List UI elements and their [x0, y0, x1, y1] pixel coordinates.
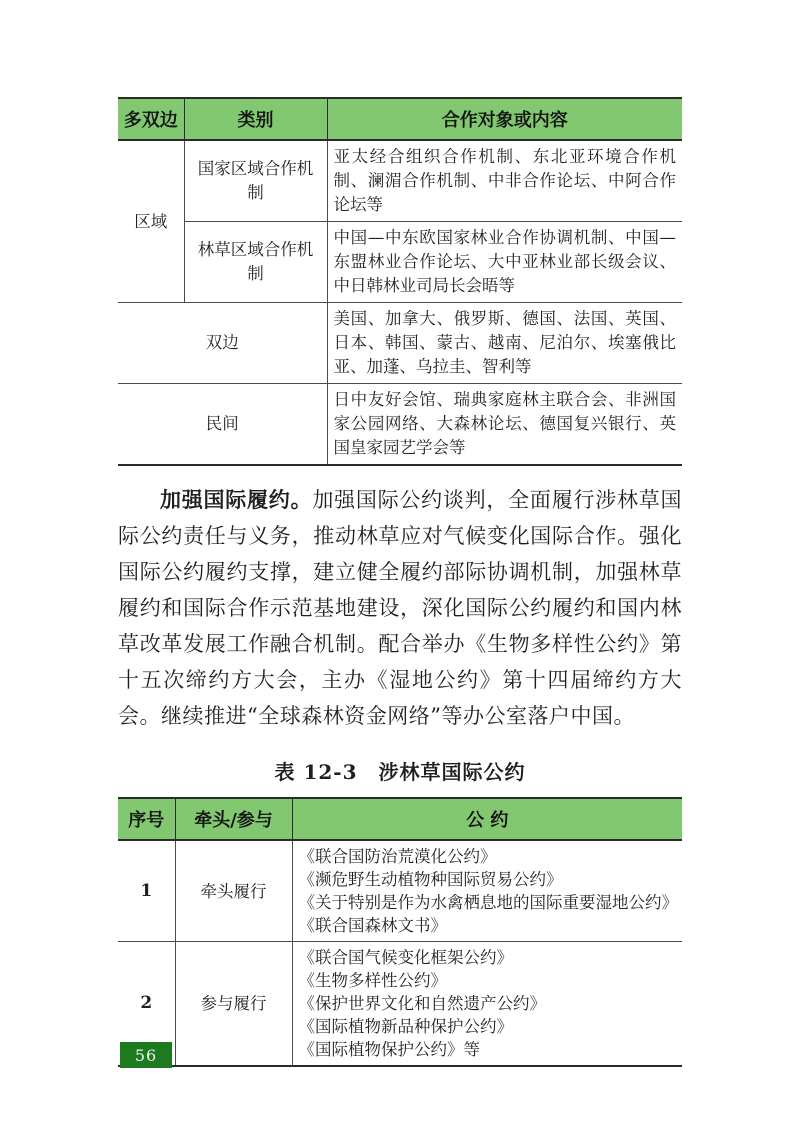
conventions-table: [118, 797, 682, 1067]
convention-item: 《生物多样性公约》: [298, 971, 447, 990]
header-cell-role: 牵头/参与: [175, 798, 292, 840]
table-row-national-regional: [118, 140, 682, 222]
cell-content: 亚太经合组织合作机制、东北亚环境合作机制、澜湄合作机制、中非合作论坛、中阿合作论坛等: [327, 140, 682, 222]
convention-item: 《联合国森林文书》: [298, 916, 447, 935]
cell-role: 参与履行: [175, 942, 292, 1067]
cell-convention-list: [292, 840, 682, 942]
cell-content: 中国—中东欧国家林业合作协调机制、中国—东盟林业合作论坛、大中亚林业部长级会议、中日韩林业司局长会晤等: [327, 222, 682, 303]
header-cell-number: 序号: [118, 798, 175, 840]
page-content: [118, 97, 682, 1067]
cell-category: 林草区域合作机制: [184, 222, 327, 303]
header-cell-convention: 公 约: [292, 798, 682, 840]
table-row-forest-grass-regional: [118, 222, 682, 303]
table-row-participate-compliance: [118, 942, 682, 1067]
cell-category: 双边: [118, 303, 327, 384]
cell-category: 民间: [118, 384, 327, 466]
cell-content: 日中友好会馆、瑞典家庭林主联合会、非洲国家公园网络、大森林论坛、德国复兴银行、英国皇家园艺学会等: [327, 384, 682, 466]
header-cell-multilateral: 多双边: [118, 98, 184, 140]
convention-item: 《保护世界文化和自然遗产公约》: [298, 994, 546, 1013]
cell-role: 牵头履行: [175, 840, 292, 942]
table-caption: 表 12-3 涉林草国际公约: [274, 760, 526, 784]
paragraph-international-compliance: [118, 482, 682, 734]
cell-row-number: 2: [118, 942, 175, 1067]
table-row-civil: [118, 384, 682, 466]
cell-category: 国家区域合作机制: [184, 140, 327, 222]
cell-content: 美国、加拿大、俄罗斯、德国、法国、英国、日本、韩国、蒙古、越南、尼泊尔、埃塞俄比亚、加蓬、乌拉圭、智利等: [327, 303, 682, 384]
convention-item: 《联合国气候变化框架公约》: [298, 948, 513, 967]
cell-convention-list: [292, 942, 682, 1067]
convention-item: 《国际植物新品种保护公约》: [298, 1017, 513, 1036]
table-row-lead-compliance: [118, 840, 682, 942]
header-cell-partners: 合作对象或内容: [327, 98, 682, 140]
convention-item: 《联合国防治荒漠化公约》: [298, 847, 497, 866]
header-cell-category: 类别: [184, 98, 327, 140]
convention-item: 《濒危野生动植物种国际贸易公约》: [298, 870, 563, 889]
paragraph-body-text: 加强国际公约谈判，全面履行涉林草国际公约责任与义务，推动林草应对气候变化国际合作。强化国际公约履约支撑，建立健全履约部际协调机制，加强林草履约和国际合作示范基地建设，深化国际公约履约和国内林草改革发展工作融合机制。配合举办《生物多样性公约》第十五次缔约方大会，主办《湿地公约》第十四届缔约方大会。继续推进“全球森林资金网络”等办公室落户中国。: [118, 488, 683, 728]
paragraph-lead-bold: 加强国际履约。: [160, 487, 313, 512]
convention-item: 《国际植物保护公约》等: [298, 1040, 480, 1059]
conventions-table-header-row: [118, 798, 682, 840]
cell-row-number: 1: [118, 840, 175, 942]
page-number-badge: 56: [120, 1042, 172, 1068]
convention-item: 《关于特别是作为水禽栖息地的国际重要湿地公约》: [298, 893, 678, 912]
table-row-bilateral: [118, 303, 682, 384]
cooperation-table-header-row: [118, 98, 682, 140]
cell-region-label: 区域: [118, 140, 184, 303]
cooperation-table: [118, 97, 682, 466]
